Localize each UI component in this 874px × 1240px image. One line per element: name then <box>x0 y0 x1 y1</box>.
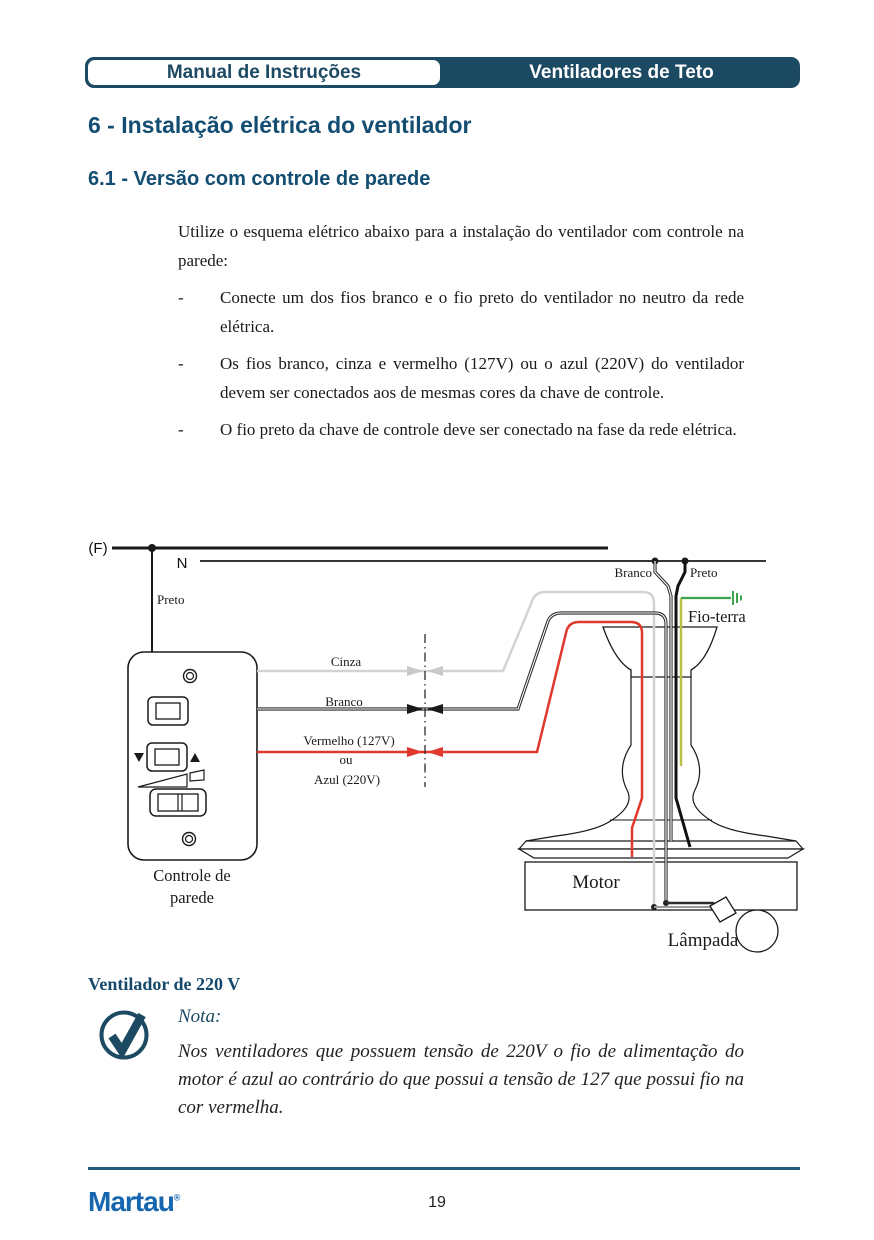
header-tab-manual-label: Manual de Instruções <box>166 61 362 83</box>
label-lampada: Lâmpada <box>667 930 739 951</box>
note-heading: Ventilador de 220 V <box>88 974 241 994</box>
subsection-title: 6.1 - Versão com controle de parede <box>88 168 431 190</box>
label-preto-left: Preto <box>157 592 185 607</box>
header-tab-manual <box>88 60 440 85</box>
bullet-text: O fio preto da chave de controle deve ser conectado na fase da rede elétrica. <box>220 420 737 439</box>
label-neutral: N <box>176 555 188 572</box>
label-branco-top: Branco <box>614 565 652 580</box>
label-preto-top: Preto <box>690 565 718 580</box>
label-motor: Motor <box>572 872 620 893</box>
bullet-marker: - <box>178 420 184 439</box>
label-azul: Azul (220V) <box>313 772 381 787</box>
label-controle: parede <box>170 888 214 907</box>
bullet-marker: - <box>178 354 184 373</box>
footer-rule <box>88 1167 800 1170</box>
bullet-item <box>178 415 744 444</box>
wire-branco-control <box>257 613 666 903</box>
wire-branco-neutro <box>655 561 671 841</box>
wire-branco-neutro <box>655 561 671 841</box>
page-number: 19 <box>428 1194 446 1211</box>
header-bar <box>85 57 800 88</box>
brand-logo: Martau® <box>88 1186 181 1217</box>
section-title: 6 - Instalação elétrica do ventilador <box>88 112 472 138</box>
label-vermelho: Vermelho (127V) <box>303 733 395 748</box>
label-controle: Controle de <box>153 866 231 885</box>
bullet-text: Os fios branco, cinza e vermelho (127V) ou o azul (220V) do ventilador devem ser conectados aos de mesmas cores da chave de controle. <box>220 354 744 402</box>
fan-canopy <box>603 627 717 677</box>
wiring-diagram <box>0 520 874 970</box>
note-text: Nos ventiladores que possuem tensão de 220V o fio de alimentação do motor é azul ao contrário do que possui a tensão de 127 que possui fio na cor vermelha. <box>178 1041 744 1118</box>
bullet-item <box>178 349 744 407</box>
label-cinza: Cinza <box>330 654 362 669</box>
wall-control <box>128 652 257 860</box>
registered-mark: ® <box>173 1192 181 1203</box>
bullet-text: Conecte um dos fios branco e o fio preto do ventilador no neutro da rede elétrica. <box>220 288 744 336</box>
check-circle-icon <box>97 1006 153 1062</box>
header-tab-product-label: Ventiladores de Teto <box>529 61 714 83</box>
wire-preto-neutro <box>676 561 690 847</box>
fan-rim <box>519 841 803 849</box>
wire-cinza <box>257 592 654 907</box>
wire-branco-control <box>257 613 666 903</box>
fan-bell-right <box>691 677 796 841</box>
bullet-item <box>178 283 744 341</box>
body-text <box>178 217 744 452</box>
header-tab-product <box>443 57 800 88</box>
motor-box <box>525 862 797 910</box>
fan-bell-left <box>526 677 631 841</box>
intro-paragraph: Utilize o esquema elétrico abaixo para a instalação do ventilador com controle na parede: <box>178 222 744 270</box>
label-fio-terra: Fio-terra <box>688 607 746 626</box>
ground-symbol-icon <box>733 591 741 605</box>
note-label: Nota: <box>178 1006 222 1027</box>
fan-rim <box>519 849 803 858</box>
label-branco: Branco <box>325 694 363 709</box>
bullet-marker: - <box>178 288 184 307</box>
label-phase: (F) <box>88 540 108 557</box>
label-ou: ou <box>339 752 353 767</box>
